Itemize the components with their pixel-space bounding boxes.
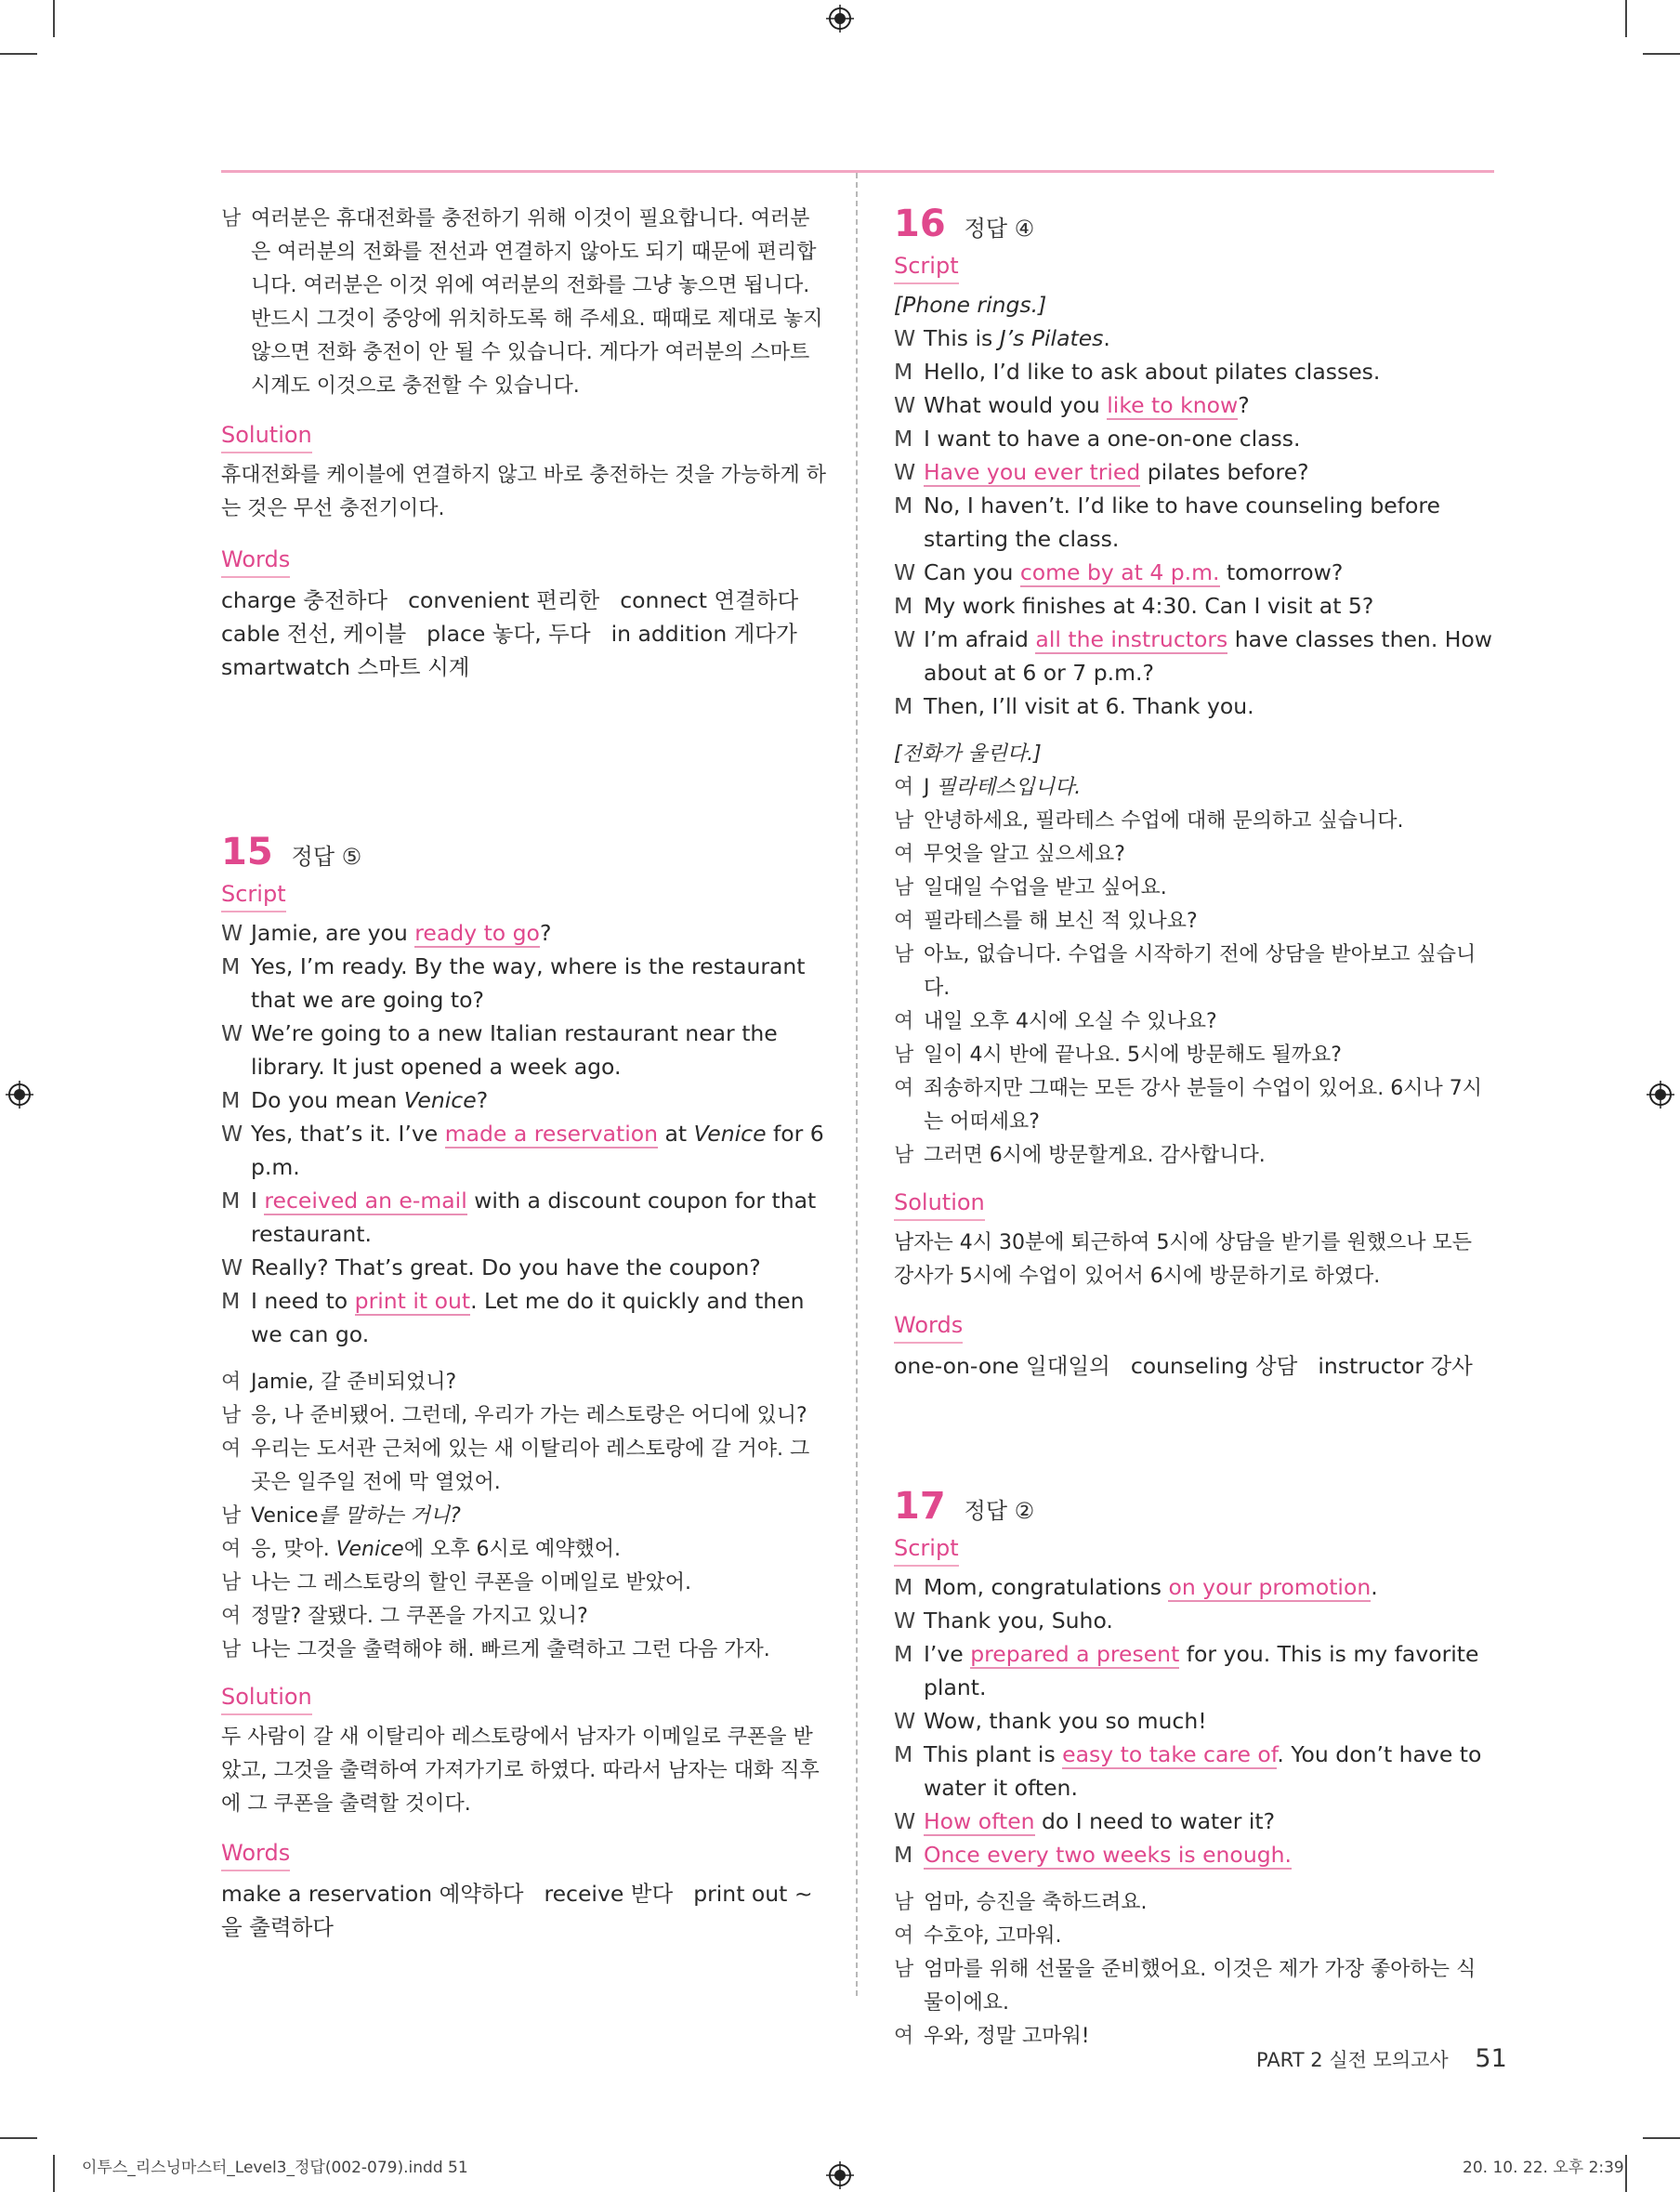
- q15-solution-text: 두 사람이 갈 새 이탈리아 레스토랑에서 남자가 이메일로 쿠폰을 받았고, 그것을 출력하여 가져가기로 하였다. 따라서 남자는 대화 직후에 그 쿠폰을 출력할 것이다.: [221, 1726, 820, 1816]
- registration-mark-icon: [826, 5, 854, 33]
- answer-label: 정답 ⑤: [291, 844, 362, 870]
- solution-label: Solution: [221, 1680, 312, 1715]
- crop-mark: [0, 2137, 37, 2139]
- q14-korean-script: [221, 203, 827, 403]
- q17-korean-script: [894, 1886, 1494, 2054]
- speaker: 남: [221, 1504, 242, 1528]
- footer-part: PART 2: [1256, 2049, 1323, 2071]
- line-text: 무엇을 알고 싶으세요?: [924, 843, 1125, 866]
- q16-words: [894, 1349, 1494, 1383]
- script-line: [221, 1284, 827, 1351]
- words-label: Words: [221, 1836, 290, 1871]
- registration-mark-icon: [1647, 1081, 1674, 1109]
- script-line: [894, 623, 1494, 689]
- italic-name: 를 말하는 거니?: [318, 1504, 461, 1528]
- line-text: 수호야, 고마워.: [924, 1924, 1062, 1948]
- line-text: 일이 4시 반에 끝나요. 5시에 방문해도 될까요?: [924, 1043, 1342, 1067]
- speaker: W: [894, 1708, 916, 1734]
- script-line: [894, 771, 1494, 805]
- script-line: [894, 1838, 1494, 1871]
- line-text: for you. This is my favorite plant.: [924, 1641, 1479, 1700]
- line-text: with a discount coupon for that restaurant.: [251, 1188, 817, 1247]
- script-line: [221, 1184, 827, 1251]
- script-line: [894, 1953, 1494, 2020]
- speaker: W: [221, 1254, 243, 1280]
- q17-header: [894, 1485, 1494, 1528]
- speaker: M: [221, 953, 241, 979]
- crop-mark: [53, 2155, 55, 2192]
- script-line: [221, 1017, 827, 1083]
- italic-name: J’s Pilates: [999, 325, 1104, 351]
- line-text: 필라테스를 해 보신 적 있나요?: [924, 910, 1198, 933]
- speaker: 여: [894, 1924, 914, 1948]
- answer-label: 정답 ④: [964, 216, 1035, 242]
- registration-mark-icon: [826, 2161, 854, 2189]
- word-entry: print out ~을 출력하다: [221, 1881, 813, 1940]
- solution-label: Solution: [221, 418, 312, 453]
- q16-solution-text: 남자는 4시 30분에 퇴근하여 5시에 상담을 받기를 원했으나 모든 강사가 5시에 수업이 있어서 6시에 방문하기로 하였다.: [894, 1231, 1472, 1288]
- line-text: at: [658, 1121, 694, 1147]
- highlighted-phrase: made a reservation: [444, 1121, 659, 1147]
- q14-solution-text: 휴대전화를 케이블에 연결하지 않고 바로 충전하는 것을 가능하게 하는 것은 무선 충전기이다.: [221, 464, 827, 520]
- solution-label: Solution: [894, 1186, 985, 1221]
- line-text: 응, 나 준비됐어. 그런데, 우리가 가는 레스토랑은 어디에 있니?: [251, 1404, 807, 1427]
- speaker: 남: [894, 1144, 914, 1167]
- speaker: W: [221, 920, 243, 946]
- speaker: M: [894, 426, 913, 452]
- italic-name: Venice: [693, 1121, 767, 1147]
- line-text: ?: [539, 920, 552, 946]
- speaker: 남: [221, 1404, 242, 1427]
- line-text: Really? That’s great. Do you have the coupon?: [251, 1254, 761, 1280]
- word-entry: make a reservation 예약하다: [221, 1881, 524, 1907]
- speaker: M: [894, 1574, 913, 1600]
- highlighted-phrase: Once every two weeks is enough.: [924, 1842, 1292, 1868]
- right-column: [894, 203, 1494, 2054]
- q16-header: [894, 203, 1494, 245]
- line-text: 엄마, 승진을 축하드려요.: [924, 1891, 1148, 1914]
- highlighted-phrase: How often: [924, 1808, 1035, 1834]
- script-line: [894, 1005, 1494, 1039]
- speaker: 남: [894, 876, 914, 899]
- left-column: [221, 203, 827, 1944]
- script-line: [221, 1399, 827, 1433]
- script-line: [894, 589, 1494, 623]
- speaker: M: [221, 1087, 241, 1113]
- line-text: 내일 오후 4시에 오실 수 있나요?: [924, 1010, 1217, 1033]
- script-label: Script: [894, 1531, 959, 1567]
- line-text: Can you: [924, 559, 1020, 585]
- q15-header: [221, 831, 827, 873]
- line-text: 응, 맞아.: [251, 1538, 336, 1561]
- line-text: 죄송하지만 그때는 모든 강사 분들이 수업이 있어요. 6시나 7시는 어떠세요?: [924, 1077, 1482, 1134]
- stage-direction: [Phone rings.]: [894, 292, 1047, 318]
- line-text: I’ve: [924, 1641, 971, 1667]
- script-line: [221, 1083, 827, 1117]
- speaker: W: [894, 325, 916, 351]
- speaker: W: [221, 1121, 243, 1147]
- q15-words: [221, 1877, 827, 1944]
- script-line: [221, 1117, 827, 1184]
- line-text: 정말? 잘됐다. 그 쿠폰을 가지고 있니?: [251, 1605, 588, 1628]
- slug-date: 20. 10. 22. 오후 2:39: [1463, 2159, 1624, 2177]
- words-label: Words: [221, 543, 290, 578]
- line-text: pilates before?: [1140, 459, 1309, 485]
- crop-mark: [0, 53, 37, 55]
- speaker: W: [894, 559, 916, 585]
- highlighted-phrase: Have you ever tried: [924, 459, 1141, 485]
- line-text: tomorrow?: [1219, 559, 1344, 585]
- speaker: M: [894, 693, 913, 719]
- line-text: . Let me do it quickly and then we can go.: [251, 1288, 805, 1347]
- words-label: Words: [894, 1308, 963, 1344]
- speaker: 남: [894, 1891, 914, 1914]
- line-text: 우리는 도서관 근처에 있는 새 이탈리아 레스토랑에 갈 거야. 그곳은 일주일 전에 막 열었어.: [251, 1437, 810, 1494]
- speaker: W: [894, 1608, 916, 1634]
- speaker: W: [894, 1808, 916, 1834]
- speaker: W: [221, 1020, 243, 1046]
- script-line: [221, 950, 827, 1017]
- script-line: [894, 1738, 1494, 1805]
- crop-mark: [1625, 2155, 1627, 2192]
- crop-mark: [1625, 0, 1627, 37]
- word-entry: counseling 상담: [1130, 1353, 1298, 1379]
- highlighted-phrase: ready to go: [414, 920, 540, 946]
- speaker: 남: [894, 1958, 914, 1981]
- question-number: 15: [221, 831, 273, 873]
- speaker: M: [894, 593, 913, 619]
- question-number: 16: [894, 203, 946, 245]
- highlighted-phrase: prepared a present: [970, 1641, 1180, 1667]
- speaker: W: [894, 626, 916, 652]
- word-entry: receive 받다: [544, 1881, 674, 1907]
- line-text: We’re going to a new Italian restaurant near the library. It just opened a week ago.: [251, 1020, 778, 1080]
- script-line: [221, 203, 827, 403]
- slug-filename: 이투스_리스닝마스터_Level3_정답(002-079).indd 51: [82, 2159, 468, 2177]
- script-line: [221, 1500, 827, 1533]
- highlighted-phrase: print it out: [354, 1288, 471, 1314]
- highlighted-phrase: received an e-mail: [264, 1188, 467, 1214]
- script-line: [221, 1600, 827, 1634]
- line-text: 일대일 수업을 받고 싶어요.: [924, 876, 1167, 899]
- speaker: 여: [894, 1010, 914, 1033]
- speaker: M: [894, 492, 913, 518]
- line-text: I want to have a one-on-one class.: [924, 426, 1301, 452]
- line-text: do I need to water it?: [1034, 1808, 1276, 1834]
- highlighted-phrase: all the instructors: [1035, 626, 1228, 652]
- speaker: 여: [894, 843, 914, 866]
- q17-script: [894, 1570, 1494, 1871]
- script-line: [894, 689, 1494, 723]
- speaker: 여: [894, 776, 914, 799]
- script-line: [894, 355, 1494, 388]
- script-line: [894, 1886, 1494, 1920]
- line-text: .: [1371, 1574, 1378, 1600]
- question-number: 17: [894, 1485, 946, 1528]
- speaker: M: [221, 1288, 241, 1314]
- script-label: Script: [221, 877, 286, 912]
- line-text: 아뇨, 없습니다. 수업을 시작하기 전에 상담을 받아보고 싶습니다.: [924, 943, 1477, 1000]
- script-line: [221, 1533, 827, 1567]
- italic-name: Venice: [335, 1538, 404, 1561]
- line-text: No, I haven’t. I’d like to have counseling before starting the class.: [924, 492, 1440, 552]
- script-line: [894, 556, 1494, 589]
- line-text: Thank you, Suho.: [924, 1608, 1113, 1634]
- highlighted-phrase: on your promotion: [1168, 1574, 1372, 1600]
- answer-label: 정답 ②: [964, 1498, 1035, 1524]
- script-line: [894, 455, 1494, 489]
- page-footer: [1256, 2044, 1507, 2073]
- line-text: Then, I’ll visit at 6. Thank you.: [924, 693, 1254, 719]
- script-line: [894, 1570, 1494, 1604]
- speaker: 남: [221, 207, 242, 230]
- q15-script: [221, 916, 827, 1351]
- script-line: [894, 872, 1494, 905]
- script-label: Script: [894, 249, 959, 284]
- line-text: Mom, congratulations: [924, 1574, 1169, 1600]
- word-entry: cable 전선, 케이블: [221, 621, 407, 647]
- line-text: 나는 그 레스토랑의 할인 쿠폰을 이메일로 받았어.: [251, 1571, 691, 1595]
- script-line: [221, 1251, 827, 1284]
- script-line: [894, 805, 1494, 838]
- line-text: I need to: [251, 1288, 355, 1314]
- script-line: [894, 938, 1494, 1005]
- speaker: 남: [894, 943, 914, 966]
- script-line: [894, 1072, 1494, 1139]
- registration-mark-icon: [6, 1081, 33, 1109]
- script-line: [221, 1634, 827, 1667]
- speaker: 여: [221, 1437, 242, 1461]
- stage-direction-ko: [전화가 울린다.]: [894, 742, 1042, 766]
- line-text: What would you: [924, 392, 1108, 418]
- line-text: 나는 그것을 출력해야 해. 빠르게 출력하고 그런 다음 가자.: [251, 1638, 770, 1661]
- speaker: M: [894, 1641, 913, 1667]
- line-text: ?: [1238, 392, 1250, 418]
- line-text: Jamie, 갈 준비되었니?: [251, 1371, 457, 1394]
- script-line: [894, 489, 1494, 556]
- line-text: 우와, 정말 고마워!: [924, 2025, 1090, 2048]
- line-text: I’m afraid: [924, 626, 1036, 652]
- line-text: 에 오후 6시로 예약했어.: [403, 1538, 621, 1561]
- word-entry: one-on-one 일대일의: [894, 1353, 1110, 1379]
- script-line: [221, 1567, 827, 1600]
- speaker: 여: [221, 1371, 242, 1394]
- script-line: [894, 422, 1494, 455]
- highlighted-phrase: like to know: [1107, 392, 1239, 418]
- page-number: 51: [1475, 2044, 1507, 2073]
- line-text: . You don’t have to water it often.: [924, 1741, 1482, 1801]
- q15-korean-script: [221, 1366, 827, 1667]
- script-line: [221, 1433, 827, 1500]
- script-line: [894, 838, 1494, 872]
- line-text: My work finishes at 4:30. Can I visit at 5?: [924, 593, 1374, 619]
- speaker: 남: [894, 1043, 914, 1067]
- speaker: M: [221, 1188, 241, 1214]
- speaker: 남: [221, 1638, 242, 1661]
- speaker: W: [894, 392, 916, 418]
- word-entry: instructor 강사: [1318, 1353, 1473, 1379]
- q16-korean-script: [894, 771, 1494, 1173]
- q14-words: [221, 584, 827, 684]
- speaker: W: [894, 459, 916, 485]
- script-line: [894, 1704, 1494, 1738]
- script-line: [894, 1604, 1494, 1637]
- q16-script: [894, 322, 1494, 723]
- line-text: This is: [924, 325, 1000, 351]
- crop-mark: [53, 0, 55, 37]
- line-text: 엄마를 위해 선물을 준비했어요. 이것은 제가 가장 좋아하는 식물이에요.: [924, 1958, 1477, 2015]
- word-entry: convenient 편리한: [408, 587, 600, 613]
- speaker: M: [894, 1842, 913, 1868]
- line-text: Venice: [251, 1504, 319, 1528]
- line-text: 안녕하세요, 필라테스 수업에 대해 문의하고 싶습니다.: [924, 809, 1404, 833]
- line-text: for 6 p.m.: [251, 1121, 824, 1180]
- script-line: [894, 1920, 1494, 1953]
- script-line: [894, 1039, 1494, 1072]
- speaker: M: [894, 1741, 913, 1767]
- script-line: [894, 905, 1494, 938]
- line-text: .: [1103, 325, 1110, 351]
- crop-mark: [1643, 2137, 1680, 2139]
- line-text: Wow, thank you so much!: [924, 1708, 1207, 1734]
- script-line: [894, 1805, 1494, 1838]
- speaker: 여: [221, 1538, 242, 1561]
- line-text: Yes, that’s it. I’ve: [251, 1121, 445, 1147]
- line-text: 그러면 6시에 방문할게요. 감사합니다.: [924, 1144, 1266, 1167]
- italic-name: Venice: [403, 1087, 477, 1113]
- line-text: This plant is: [924, 1741, 1063, 1767]
- line-text: Yes, I’m ready. By the way, where is the restaurant that we are going to?: [251, 953, 806, 1013]
- speaker: 여: [221, 1605, 242, 1628]
- script-line: [894, 322, 1494, 355]
- speaker: 여: [894, 2025, 914, 2048]
- footer-section: 실전 모의고사: [1329, 2049, 1449, 2071]
- word-entry: place 놓다, 두다: [427, 621, 591, 647]
- word-entry: charge 충전하다: [221, 587, 388, 613]
- italic-name: 필라테스입니다.: [929, 776, 1082, 799]
- line-text: J: [924, 776, 930, 799]
- line-text: ?: [476, 1087, 489, 1113]
- line-text: I: [251, 1188, 265, 1214]
- header-rule: [221, 170, 1494, 173]
- script-line: [221, 916, 827, 950]
- word-entry: connect 연결하다: [620, 587, 799, 613]
- line-text: Do you mean: [251, 1087, 404, 1113]
- highlighted-phrase: come by at 4 p.m.: [1019, 559, 1220, 585]
- word-entry: in addition 게다가: [610, 621, 797, 647]
- speaker: 남: [894, 809, 914, 833]
- crop-mark: [1643, 53, 1680, 55]
- column-divider: [856, 173, 858, 1996]
- speaker: 여: [894, 910, 914, 933]
- speaker: 남: [221, 1571, 242, 1595]
- script-line: [894, 1139, 1494, 1173]
- script-line: [894, 1637, 1494, 1704]
- word-entry: smartwatch 스마트 시계: [221, 654, 470, 680]
- script-line: [221, 1366, 827, 1399]
- speaker: M: [894, 359, 913, 385]
- highlighted-phrase: easy to take care of: [1062, 1741, 1278, 1767]
- script-line: [894, 388, 1494, 422]
- line-text: 여러분은 휴대전화를 충전하기 위해 이것이 필요합니다. 여러분은 여러분의 전화를 전선과 연결하지 않아도 되기 때문에 편리합니다. 여러분은 이것 위에 여러분의 전화를 그냥 놓으면 됩니다. 반드시 그것이 중앙에 위치하도록 해 주세요. 때때로 제대로 놓지 않으면 전화 충전이 안 될 수 있습니다. 게다가 여러분의 스마트 시계도 이것으로 충전할 수 있습니다.: [251, 207, 823, 398]
- speaker: 여: [894, 1077, 914, 1100]
- line-text: Jamie, are you: [251, 920, 415, 946]
- line-text: have classes then. How about at 6 or 7 p.m.?: [924, 626, 1493, 686]
- line-text: Hello, I’d like to ask about pilates classes.: [924, 359, 1381, 385]
